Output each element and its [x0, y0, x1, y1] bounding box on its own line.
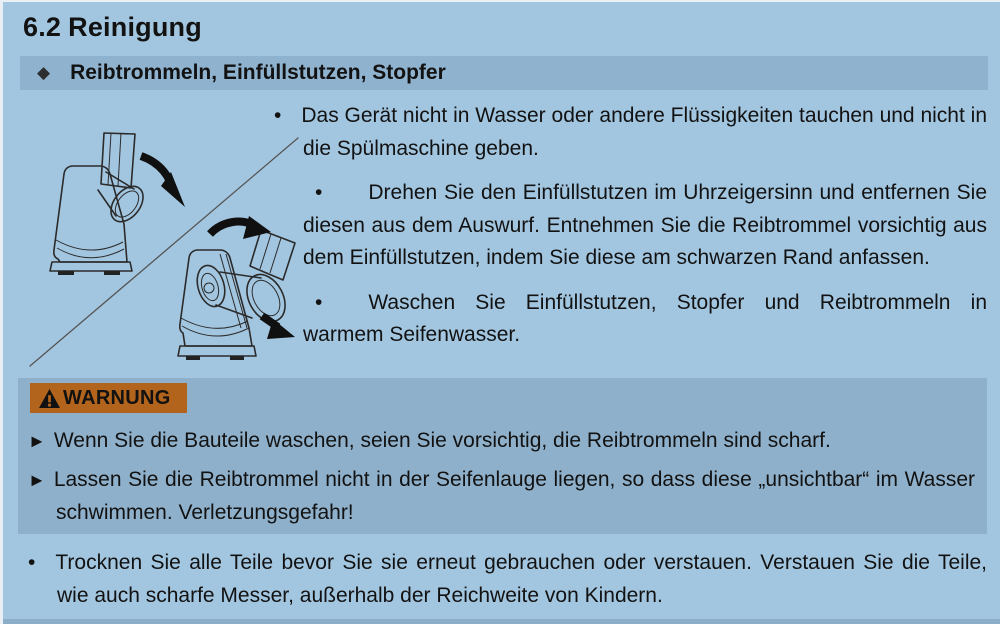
- warning-badge: [30, 383, 187, 413]
- warning-text-2: Lassen Sie die Reibtrommel nicht in der Seifenlauge liegen, so dass diese „unsichtbar“ im Wasser schwimmen. Verletzungsgefahr!: [53, 468, 975, 524]
- arrow-bullet-icon: ►: [28, 430, 46, 451]
- section-number: 6.2: [23, 12, 62, 42]
- bullet-icon: •: [315, 290, 323, 314]
- closing-section: [20, 547, 987, 612]
- step-text-2: Waschen Sie Einfüllstutzen, Stopfer und Reibtrommeln in warmem Seifenwasser.: [303, 290, 987, 346]
- bullet-icon: •: [315, 181, 323, 204]
- bullet-icon: •: [274, 104, 282, 127]
- subheading-label: Reibtrommeln, Einfüllstutzen, Stopfer: [70, 61, 446, 84]
- page-bottom-edge: [3, 619, 1000, 624]
- body-content: [20, 100, 987, 352]
- closing-bullet-item: [20, 547, 987, 612]
- diamond-icon: ◆: [37, 62, 51, 82]
- slicer-diagram-drawing: [14, 130, 304, 374]
- closing-bullet-text: Trocknen Sie alle Teile bevor Sie sie erneut gebrauchen oder verstauen. Verstauen Sie die Teile, wie auch scharfe Messer, außerhalb der Reichweite von Kindern.: [55, 551, 987, 607]
- section-title: Reinigung: [68, 12, 202, 42]
- arrow-bullet-icon: ►: [28, 470, 46, 490]
- section-heading: [23, 12, 985, 43]
- warning-section: [18, 378, 987, 534]
- step-text-1: Drehen Sie den Einfüllstutzen im Uhrzeigersinn und entfernen Sie diesen aus dem Auswurf. Entnehmen Sie die Reibtrommel vorsichtig aus dem Einfüllstutzen, indem Sie diese am schwarzen Rand anfassen.: [303, 181, 987, 269]
- subheading-band: [20, 56, 988, 90]
- warning-text-1: Wenn Sie die Bauteile waschen, seien Sie vorsichtig, die Reibtrommeln sind scharf.: [53, 428, 831, 452]
- device-cleaning-illustration: [20, 100, 303, 378]
- warning-label: WARNUNG: [63, 386, 171, 409]
- intro-bullet-text: Das Gerät nicht in Wasser oder andere Flüssigkeiten tauchen und nicht in die Spülmaschine geben.: [301, 104, 987, 160]
- warning-item-1: [28, 425, 975, 458]
- bullet-icon: •: [28, 551, 36, 574]
- warning-triangle-icon: [38, 388, 61, 409]
- warning-item-2: [28, 464, 975, 529]
